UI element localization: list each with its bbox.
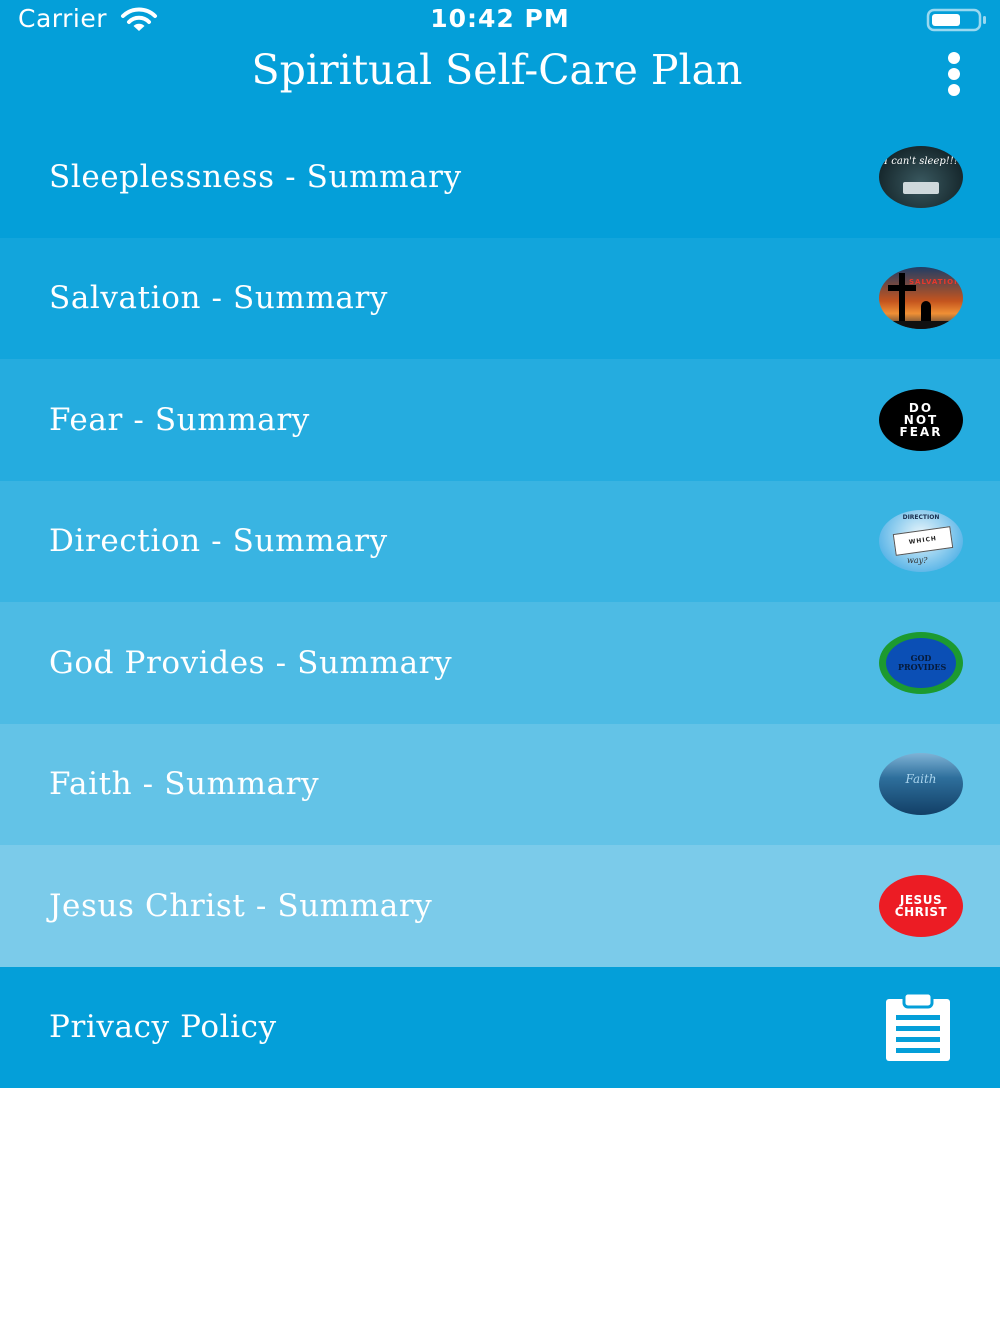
thumbnail-caption: SALVATION: [909, 278, 961, 287]
more-vertical-icon: [948, 52, 960, 64]
thumbnail-caption: GOD PROVIDES: [898, 652, 947, 672]
more-vertical-icon: [948, 68, 960, 80]
god-provides-thumbnail: [879, 632, 963, 694]
bed-icon: [903, 182, 939, 194]
more-options-button[interactable]: [936, 52, 972, 96]
list-item-direction[interactable]: [0, 481, 1000, 603]
clipboard-icon: [884, 991, 952, 1063]
page-title: Spiritual Self-Care Plan: [251, 46, 743, 94]
thumbnail-caption: Faith: [905, 772, 937, 787]
more-vertical-icon: [948, 84, 960, 96]
battery-icon: [926, 8, 988, 32]
signpost-icon: WHICH: [893, 526, 953, 556]
cross-icon: [899, 273, 905, 321]
status-bar: [0, 0, 1000, 40]
sleeplessness-thumbnail: [879, 146, 963, 208]
jesus-christ-thumbnail: [879, 875, 963, 937]
list-item-sleeplessness[interactable]: [0, 116, 1000, 238]
status-time: 10:42 PM: [430, 4, 570, 33]
list-item-label: Privacy Policy: [49, 1009, 277, 1046]
thumbnail-caption: JESUS CHRIST: [894, 892, 948, 919]
thumbnail-inner: [886, 638, 956, 688]
direction-thumbnail: [879, 510, 963, 572]
list-item-jesus-christ[interactable]: [0, 845, 1000, 967]
list-item-label: Sleeplessness - Summary: [49, 158, 462, 195]
list-item-label: Faith - Summary: [49, 766, 320, 803]
list-item-salvation[interactable]: [0, 238, 1000, 360]
fear-thumbnail: [879, 389, 963, 451]
list-item-label: Jesus Christ - Summary: [49, 887, 433, 924]
list-item-label: God Provides - Summary: [49, 644, 453, 681]
thumbnail-caption: I can't sleep!!!: [884, 155, 958, 167]
app-header: [0, 0, 1000, 116]
list-item-label: Fear - Summary: [49, 401, 310, 438]
list-item-god-provides[interactable]: [0, 602, 1000, 724]
list-item-privacy-policy[interactable]: [0, 967, 1000, 1089]
thumbnail-caption: DIRECTION: [902, 514, 940, 522]
thumbnail-caption: way?: [907, 556, 928, 566]
faith-thumbnail: [879, 753, 963, 815]
summary-list: [0, 116, 1000, 1088]
list-item-label: Salvation - Summary: [49, 280, 389, 317]
list-item-faith[interactable]: [0, 724, 1000, 846]
thumbnail-caption: DO NOT FEAR: [899, 400, 943, 439]
carrier-label: Carrier: [18, 4, 107, 33]
list-item-label: Direction - Summary: [49, 523, 388, 560]
salvation-thumbnail: [879, 267, 963, 329]
ground: [879, 321, 963, 329]
list-item-fear[interactable]: [0, 359, 1000, 481]
